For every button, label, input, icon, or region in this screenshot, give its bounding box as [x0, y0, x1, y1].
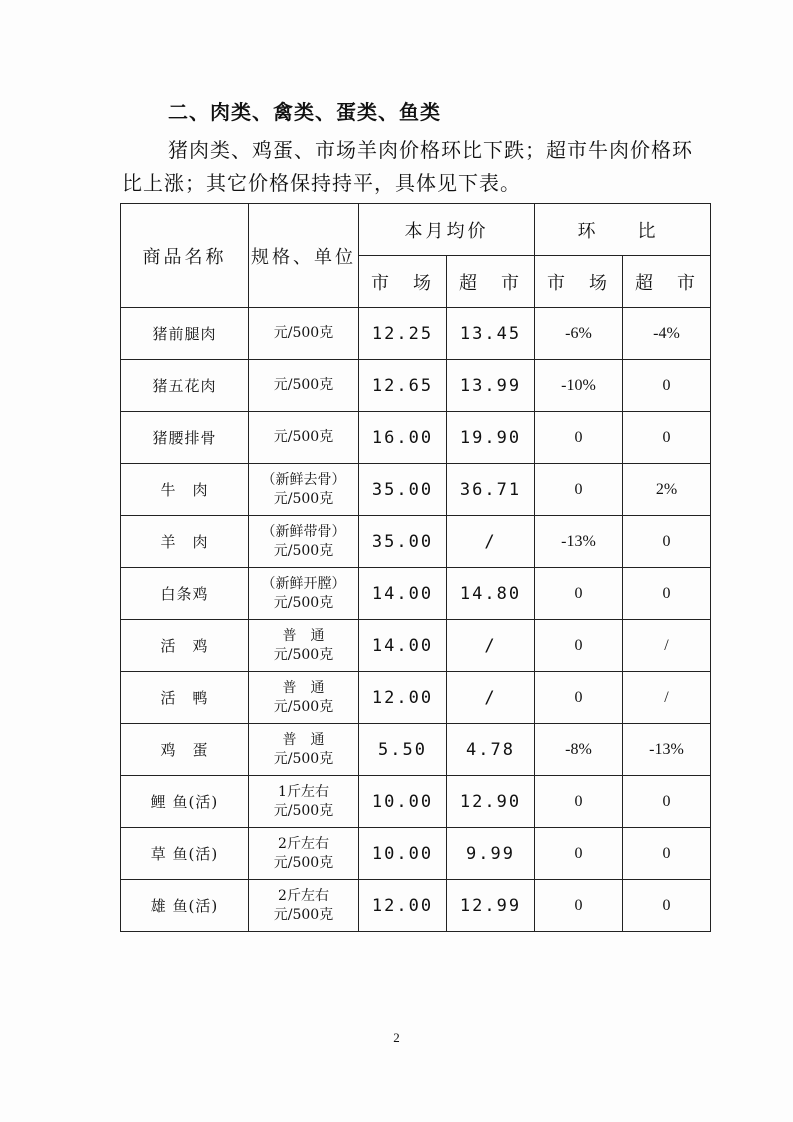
- product-spec: [249, 880, 359, 932]
- mom-supermarket: -13%: [623, 724, 711, 776]
- market-price: 14.00: [359, 568, 447, 620]
- product-spec: [249, 828, 359, 880]
- spec-note: （新鲜开膛）: [261, 575, 346, 592]
- table-row: [121, 620, 711, 672]
- spec-unit: 元/500克: [273, 802, 334, 819]
- spec-note: （新鲜带骨）: [261, 523, 346, 540]
- header-market: 市 场: [359, 256, 447, 308]
- supermarket-price: 12.99: [447, 880, 535, 932]
- supermarket-price: /: [447, 620, 535, 672]
- product-spec: [249, 308, 359, 360]
- spec-unit: 元/500克: [273, 377, 334, 393]
- supermarket-price: 36.71: [447, 464, 535, 516]
- header-avg-price: 本月均价: [359, 204, 535, 256]
- product-name: 活 鸡: [121, 620, 249, 672]
- table-row: [121, 672, 711, 724]
- summary-paragraph: 猪肉类、鸡蛋、市场羊肉价格环比下跌；超市牛肉价格环比上涨；其它价格保持持平，具体见下表。: [122, 138, 693, 195]
- spec-note: （新鲜去骨）: [261, 471, 346, 488]
- spec-note: 1斤左右: [278, 783, 329, 800]
- spec-unit: 元/500克: [273, 542, 334, 559]
- product-name: 雄 鱼(活): [121, 880, 249, 932]
- table-row: [121, 880, 711, 932]
- table-row: [121, 308, 711, 360]
- product-spec: [249, 516, 359, 568]
- mom-supermarket: 0: [623, 360, 711, 412]
- product-spec: [249, 360, 359, 412]
- product-spec: [249, 568, 359, 620]
- mom-supermarket: 2%: [623, 464, 711, 516]
- spec-unit: 元/500克: [273, 906, 334, 923]
- table-row: [121, 516, 711, 568]
- header-mom-supermarket: 超 市: [623, 256, 711, 308]
- spec-note: 普 通: [282, 731, 325, 748]
- supermarket-price: 13.45: [447, 308, 535, 360]
- mom-supermarket: -4%: [623, 308, 711, 360]
- product-name: 牛 肉: [121, 464, 249, 516]
- section-title: 二、肉类、禽类、蛋类、鱼类: [168, 100, 441, 124]
- product-name: 鲤 鱼(活): [121, 776, 249, 828]
- supermarket-price: 14.80: [447, 568, 535, 620]
- spec-unit: 元/500克: [273, 325, 334, 341]
- mom-market: 0: [535, 880, 623, 932]
- market-price: 10.00: [359, 828, 447, 880]
- mom-supermarket: 0: [623, 828, 711, 880]
- market-price: 35.00: [359, 516, 447, 568]
- spec-note: 普 通: [282, 627, 325, 644]
- page-number: 2: [393, 1030, 400, 1045]
- spec-unit: 元/500克: [273, 646, 334, 663]
- table-row: [121, 568, 711, 620]
- table-row: [121, 464, 711, 516]
- header-name: 商品名称: [121, 204, 249, 308]
- price-table: [120, 203, 711, 932]
- spec-unit: 元/500克: [273, 594, 334, 611]
- mom-market: 0: [535, 828, 623, 880]
- market-price: 12.25: [359, 308, 447, 360]
- market-price: 10.00: [359, 776, 447, 828]
- supermarket-price: /: [447, 516, 535, 568]
- mom-supermarket: 0: [623, 516, 711, 568]
- product-name: 活 鸭: [121, 672, 249, 724]
- header-mom-market: 市 场: [535, 256, 623, 308]
- spec-note: 2斤左右: [278, 887, 329, 904]
- mom-market: 0: [535, 568, 623, 620]
- market-price: 12.00: [359, 880, 447, 932]
- mom-supermarket: /: [623, 672, 711, 724]
- product-name: 草 鱼(活): [121, 828, 249, 880]
- product-name: 鸡 蛋: [121, 724, 249, 776]
- spec-note: 普 通: [282, 679, 325, 696]
- mom-market: -6%: [535, 308, 623, 360]
- mom-market: 0: [535, 776, 623, 828]
- product-spec: [249, 724, 359, 776]
- product-name: 白条鸡: [121, 568, 249, 620]
- product-spec: [249, 672, 359, 724]
- spec-unit: 元/500克: [273, 750, 334, 767]
- table-row: [121, 776, 711, 828]
- mom-market: -8%: [535, 724, 623, 776]
- table-row: [121, 724, 711, 776]
- supermarket-price: 12.90: [447, 776, 535, 828]
- mom-supermarket: 0: [623, 880, 711, 932]
- spec-unit: 元/500克: [273, 698, 334, 715]
- supermarket-price: /: [447, 672, 535, 724]
- supermarket-price: 4.78: [447, 724, 535, 776]
- table-row: [121, 360, 711, 412]
- product-name: 猪腰排骨: [121, 412, 249, 464]
- supermarket-price: 9.99: [447, 828, 535, 880]
- mom-supermarket: /: [623, 620, 711, 672]
- market-price: 14.00: [359, 620, 447, 672]
- product-spec: [249, 620, 359, 672]
- market-price: 12.00: [359, 672, 447, 724]
- market-price: 12.65: [359, 360, 447, 412]
- mom-supermarket: 0: [623, 568, 711, 620]
- spec-note: 2斤左右: [278, 835, 329, 852]
- market-price: 5.50: [359, 724, 447, 776]
- spec-unit: 元/500克: [273, 429, 334, 445]
- header-mom: 环 比: [535, 204, 711, 256]
- table-row: [121, 828, 711, 880]
- mom-market: -13%: [535, 516, 623, 568]
- product-spec: [249, 464, 359, 516]
- supermarket-price: 13.99: [447, 360, 535, 412]
- header-supermarket: 超 市: [447, 256, 535, 308]
- mom-supermarket: 0: [623, 776, 711, 828]
- supermarket-price: 19.90: [447, 412, 535, 464]
- table-body: [121, 308, 711, 932]
- mom-market: 0: [535, 672, 623, 724]
- market-price: 35.00: [359, 464, 447, 516]
- mom-market: 0: [535, 620, 623, 672]
- product-name: 羊 肉: [121, 516, 249, 568]
- table-header-row: [121, 204, 711, 256]
- spec-unit: 元/500克: [273, 854, 334, 871]
- product-name: 猪五花肉: [121, 360, 249, 412]
- mom-market: -10%: [535, 360, 623, 412]
- market-price: 16.00: [359, 412, 447, 464]
- spec-unit: 元/500克: [273, 490, 334, 507]
- product-spec: [249, 776, 359, 828]
- product-spec: [249, 412, 359, 464]
- mom-market: 0: [535, 412, 623, 464]
- mom-market: 0: [535, 464, 623, 516]
- mom-supermarket: 0: [623, 412, 711, 464]
- product-name: 猪前腿肉: [121, 308, 249, 360]
- table-row: [121, 412, 711, 464]
- header-spec: 规格、单位: [249, 204, 359, 308]
